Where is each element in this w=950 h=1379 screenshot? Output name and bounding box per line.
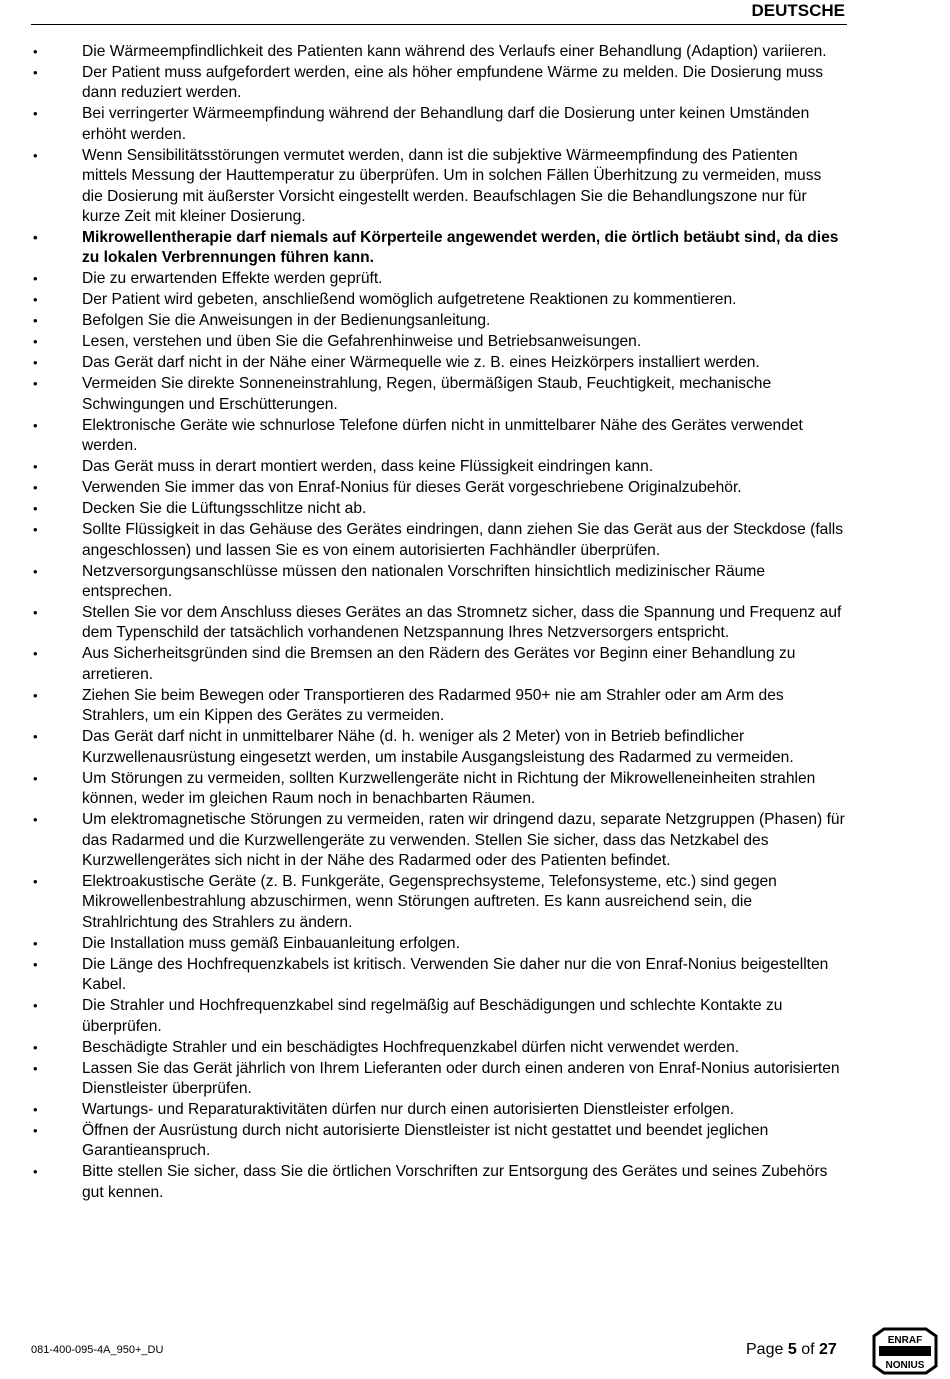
- list-item: [31, 603, 846, 644]
- list-item: [31, 311, 846, 331]
- list-item-text: Elektronische Geräte wie schnurlose Telefone dürfen nicht in unmittelbarer Nähe des Gerätes verwendet werden.: [82, 416, 803, 455]
- list-item-text: Öffnen der Ausrüstung durch nicht autorisierte Dienstleister ist nicht gestattet und beendet jeglichen Garantieanspruch.: [82, 1121, 769, 1160]
- of-word: of: [801, 1341, 815, 1358]
- list-item: [31, 42, 846, 62]
- bullet-icon: •: [33, 935, 38, 951]
- list-item-text: Das Gerät muss in derart montiert werden, dass keine Flüssigkeit eindringen kann.: [82, 458, 654, 476]
- bullet-icon: •: [33, 106, 38, 122]
- list-item-text: Lesen, verstehen und üben Sie die Gefahrenhinweise und Betriebsanweisungen.: [82, 333, 642, 351]
- list-item: [31, 457, 846, 477]
- list-item: [31, 228, 846, 269]
- bullet-icon: •: [33, 292, 38, 308]
- list-item: [31, 332, 846, 352]
- document-body: [31, 42, 846, 1204]
- bullet-icon: •: [33, 998, 38, 1014]
- list-item: [31, 1121, 846, 1162]
- list-item-text: Um Störungen zu vermeiden, sollten Kurzwellengeräte nicht in Richtung der Mikrowelleneinheiten strahlen können, weder im gleichen Raum noch in benachbarten Räumen.: [82, 769, 816, 808]
- bullet-icon: •: [33, 355, 38, 371]
- list-item-text: Netzversorgungsanschlüsse müssen den nationalen Vorschriften hinsichtlich medizinischer Räume entsprechen.: [82, 562, 766, 601]
- page-number: 5: [787, 1341, 797, 1358]
- list-item-text: Vermeiden Sie direkte Sonneneinstrahlung, Regen, übermäßigen Staub, Feuchtigkeit, mechanische Schwingungen und Erschütterungen.: [82, 375, 772, 413]
- bullet-icon: •: [33, 44, 38, 59]
- list-item-text: Beschädigte Strahler und ein beschädigtes Hochfrequenzkabel dürfen nicht verwendet werden.: [82, 1038, 740, 1056]
- list-item-text: Die Installation muss gemäß Einbauanleitung erfolgen.: [82, 934, 460, 952]
- bullet-icon: •: [33, 729, 38, 745]
- list-item-text: Lassen Sie das Gerät jährlich von Ihrem Lieferanten oder durch einen anderen von Enraf-Nonius autorisierten Dienstleister überprüfen.: [82, 1059, 840, 1097]
- header-title: DEUTSCHE: [751, 1, 845, 20]
- list-item-text: Der Patient wird gebeten, anschließend womöglich aufgetretene Reaktionen zu kommentieren.: [82, 291, 737, 309]
- list-item-text: Befolgen Sie die Anweisungen in der Bedienungsanleitung.: [82, 312, 491, 330]
- list-item-text: Aus Sicherheitsgründen sind die Bremsen an den Rädern des Gerätes vor Beginn einer Behandlung zu arretieren.: [82, 645, 796, 683]
- bullet-icon: •: [33, 1164, 38, 1180]
- list-item: [31, 1059, 846, 1100]
- list-item: [31, 478, 846, 498]
- list-item: [31, 769, 846, 810]
- bullet-icon: •: [33, 563, 38, 579]
- list-item-text: Elektroakustische Geräte (z. B. Funkgeräte, Gegensprechsysteme, Telefonsysteme, etc.) sind gegen Mikrowellenbestrahlung abzuschirmen, wenn Störungen auftreten. Es kann ausreichend sein, die Strahlrichtung des Strahlers zu ändern.: [82, 872, 777, 931]
- list-item: [31, 269, 846, 289]
- list-item: [31, 872, 846, 933]
- bullet-icon: •: [33, 334, 38, 350]
- list-item-text: Das Gerät darf nicht in unmittelbarer Nähe (d. h. weniger als 2 Meter) von in Betrieb befindlicher Kurzwellenausrüstung eingesetzt werden, um instabile Ausgangsleistung des Radarmed zu vermeiden.: [82, 728, 794, 766]
- list-item: [31, 644, 846, 685]
- enraf-nonius-logo: [872, 1326, 938, 1376]
- document-code: 081-400-095-4A_950+_DU: [31, 1344, 164, 1356]
- page-word: Page: [746, 1341, 784, 1358]
- list-item: [31, 499, 846, 519]
- bullet-icon: •: [33, 687, 38, 703]
- list-item-text: Wartungs- und Reparaturaktivitäten dürfen nur durch einen autorisierten Dienstleister erfolgen.: [82, 1100, 735, 1118]
- list-item: [31, 520, 846, 561]
- list-item-text: Das Gerät darf nicht in der Nähe einer Wärmequelle wie z. B. eines Heizkörpers installiert werden.: [82, 354, 760, 372]
- safety-instructions-list: [31, 42, 846, 1203]
- list-item: [31, 290, 846, 310]
- bullet-icon: •: [33, 1039, 38, 1055]
- bullet-icon: •: [33, 147, 38, 163]
- bullet-icon: •: [33, 1060, 38, 1076]
- bullet-icon: •: [33, 480, 38, 496]
- list-item-text: Sollte Flüssigkeit in das Gehäuse des Gerätes eindringen, dann ziehen Sie das Gerät aus der Steckdose (falls angeschlossen) und lassen Sie es von einem autorisierten Fachhändler überprüfen.: [82, 521, 844, 559]
- list-item: [31, 686, 846, 727]
- list-item: [31, 353, 846, 373]
- list-item-text: Die Länge des Hochfrequenzkabels ist kritisch. Verwenden Sie daher nur die von Enraf-Nonius beigestellten Kabel.: [82, 955, 829, 994]
- bullet-icon: •: [33, 770, 38, 786]
- list-item-text: Mikrowellentherapie darf niemals auf Körperteile angewendet werden, die örtlich betäubt sind, da dies zu lokalen Verbrennungen führen kann.: [82, 229, 839, 267]
- page-header: [31, 0, 847, 25]
- list-item: [31, 955, 846, 996]
- list-item: [31, 996, 846, 1037]
- logo-line2: NONIUS: [885, 1360, 925, 1371]
- bullet-icon: •: [33, 501, 38, 517]
- list-item: [31, 63, 846, 104]
- list-item-text: Die Wärmeempfindlichkeit des Patienten kann während des Verlaufs einer Behandlung (Adaption) variieren.: [82, 43, 827, 60]
- bullet-icon: •: [33, 812, 38, 828]
- list-item-text: Decken Sie die Lüftungsschlitze nicht ab.: [82, 500, 367, 518]
- bullet-icon: •: [33, 230, 38, 246]
- bullet-icon: •: [33, 1122, 38, 1138]
- list-item: [31, 1038, 846, 1058]
- list-item: [31, 1162, 846, 1203]
- list-item: [31, 104, 846, 145]
- list-item: [31, 810, 846, 871]
- list-item: [31, 1100, 846, 1120]
- logo-line1: ENRAF: [887, 1335, 923, 1346]
- bullet-icon: •: [33, 65, 38, 80]
- list-item-text: Bitte stellen Sie sicher, dass Sie die örtlichen Vorschriften zur Entsorgung des Gerätes und seines Zubehörs gut kennen.: [82, 1163, 828, 1201]
- list-item-text: Der Patient muss aufgefordert werden, eine als höher empfundene Wärme zu melden. Die Dosierung muss dann reduziert werden.: [82, 64, 824, 102]
- list-item-text: Verwenden Sie immer das von Enraf-Nonius für dieses Gerät vorgeschriebene Originalzubehör.: [82, 479, 742, 497]
- list-item: [31, 727, 846, 768]
- list-item-text: Bei verringerter Wärmeempfindung während der Behandlung darf die Dosierung unter keinen Umständen erhöht werden.: [82, 105, 810, 143]
- list-item-text: Stellen Sie vor dem Anschluss dieses Gerätes an das Stromnetz sicher, dass die Spannung und Frequenz auf dem Typenschild der tatsächlich vorhandenen Netzspannung Ihres Netzversorgers entspricht.: [82, 604, 842, 642]
- list-item-text: Die zu erwartenden Effekte werden geprüft.: [82, 270, 383, 288]
- bullet-icon: •: [33, 376, 38, 392]
- list-item: [31, 934, 846, 954]
- bullet-icon: •: [33, 873, 38, 889]
- bullet-icon: •: [33, 417, 38, 433]
- bullet-icon: •: [33, 605, 38, 621]
- bullet-icon: •: [33, 1101, 38, 1117]
- list-item: [31, 374, 846, 415]
- bullet-icon: •: [33, 522, 38, 538]
- list-item: [31, 146, 846, 228]
- list-item-text: Die Strahler und Hochfrequenzkabel sind regelmäßig auf Beschädigungen und schlechte Kontakte zu überprüfen.: [82, 997, 783, 1035]
- bullet-icon: •: [33, 271, 38, 287]
- list-item: [31, 562, 846, 603]
- bullet-icon: •: [33, 459, 38, 475]
- page-total: 27: [818, 1341, 837, 1358]
- list-item: [31, 416, 846, 457]
- bullet-icon: •: [33, 313, 38, 329]
- bullet-icon: •: [33, 956, 38, 972]
- page-indicator: [746, 1341, 837, 1359]
- list-item-text: Wenn Sensibilitätsstörungen vermutet werden, dann ist die subjektive Wärmeempfindung des Patienten mittels Messung der Hauttemperatur zu überprüfen. Um in solchen Fällen Überhitzung zu vermeiden, muss die Dosierung mit äußerster Vorsicht eingestellt werden. Beaufschlagen Sie die Behandlungszone nur für kurze Zeit mit kleiner Dosierung.: [82, 146, 822, 226]
- bullet-icon: •: [33, 646, 38, 662]
- list-item-text: Um elektromagnetische Störungen zu vermeiden, raten wir dringend dazu, separate Netzgruppen (Phasen) für das Radarmed und die Kurzwellengeräte zu verwenden. Stellen Sie sicher, dass das Netzkabel des Kurzwellengerätes sich nicht in der Nähe des Radarmed oder des Patienten befindet.: [82, 811, 845, 869]
- list-item-text: Ziehen Sie beim Bewegen oder Transportieren des Radarmed 950+ nie am Strahler oder am Arm des Strahlers, um ein Kippen des Gerätes zu vermeiden.: [82, 686, 784, 725]
